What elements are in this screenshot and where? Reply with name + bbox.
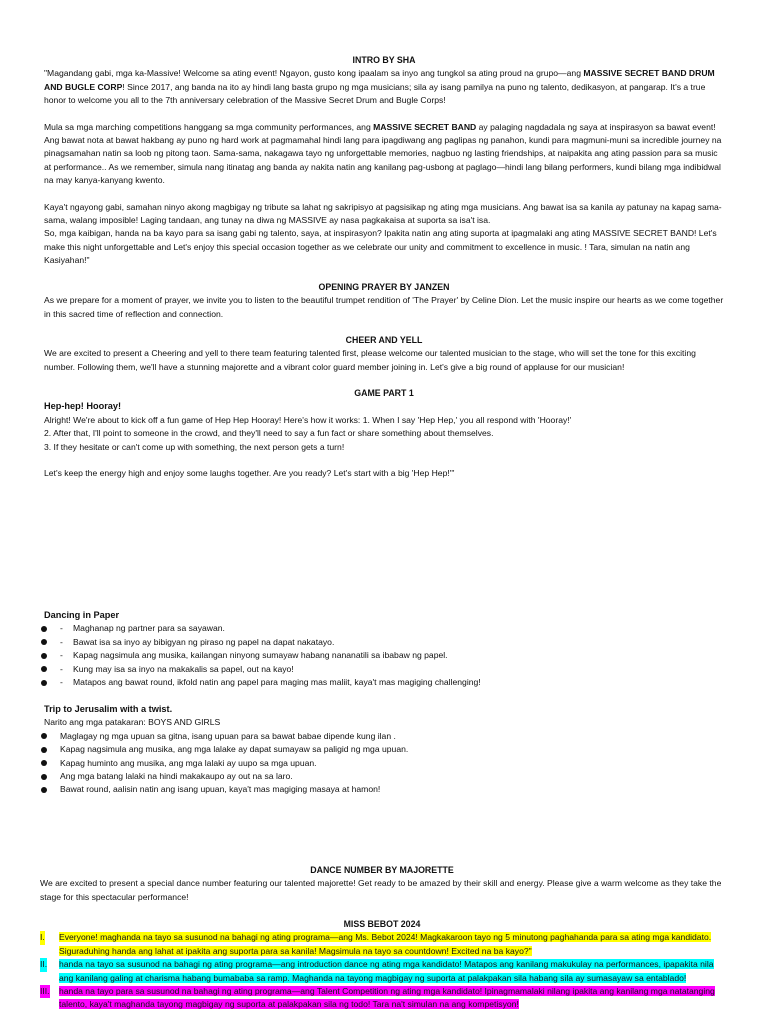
game-line-4: Let's keep the energy high and enjoy some laughs together. Are you ready? Let's start with a big 'Hep Hep!'" <box>44 468 455 479</box>
game-heading: GAME PART 1 <box>354 388 414 398</box>
list-item: - Kung may isa sa inyo na makakalis sa papel, out na kayo! <box>41 663 724 676</box>
list-item: Maglagay ng mga upuan sa gitna, isang upuan para sa bawat babae dipende kung ilan . <box>41 730 724 743</box>
prayer-text: As we prepare for a moment of prayer, we invite you to listen to the beautiful trumpet rendition of 'The Prayer' by Celine Dion. Let the music inspire our hearts as we come together in this sacred time of reflection and connection. <box>44 295 724 319</box>
cheer-section <box>44 334 724 374</box>
list-item: Kapag nagsimula ang musika, ang mga lalake ay dapat sumayaw sa paligid ng mga upuan. <box>41 743 724 756</box>
trip-subtitle: Narito ang mga patakaran: BOYS AND GIRLS <box>44 717 221 728</box>
list-item: - Bawat isa sa inyo ay bibigyan ng piraso ng papel na dapat nakatayo. <box>41 636 724 649</box>
miss-bebot-section <box>40 918 724 1012</box>
game-part-1-section <box>44 387 724 480</box>
dancing-title: Dancing in Paper <box>44 610 120 620</box>
trip-to-jerusalim-section <box>44 703 724 797</box>
hep-hooray-title: Hep-hep! Hooray! <box>44 401 122 412</box>
list-item: Kapag huminto ang musika, ang mga lalaki ay uupo sa mga upuan. <box>41 757 724 770</box>
list-item: - Maghanap ng partner para sa sayawan. <box>41 622 724 635</box>
intro-heading: INTRO BY SHA <box>352 55 416 65</box>
trip-title: Trip to Jerusalim with a twist. <box>44 704 173 714</box>
band-name-bold: MASSIVE SECRET BAND DRUM AND BUGLE CORP <box>44 68 715 92</box>
list-item: - Kapag nagsimula ang musika, kailangan ninyong sumayaw habang nananatili sa ibabaw ng papel. <box>41 649 724 662</box>
majorette-text: We are excited to present a special dance number featuring our talented majorette! Get ready to be amazed by their skill and energy. Please give a warm welcome as they take the stage for this spectacular performance! <box>40 878 722 902</box>
dancing-in-paper-section <box>44 609 724 689</box>
list-item: III. handa na tayo para sa susunod na bahagi ng ating programa—ang Talent Competition ng ating mga kandidato! Ipinagmamalaki nilang ipakita ang kanilang mga natatanging talento, kaya't maghanda tayong magbigay ng suporta at palakpakan sila ng todo! Tara na't simulan na ang kompetisyon! <box>40 986 715 1010</box>
intro-section <box>44 54 724 268</box>
majorette-heading: DANCE NUMBER BY MAJORETTE <box>310 865 454 875</box>
bebot-program-list <box>40 931 724 1011</box>
cheer-text: We are excited to present a Cheering and yell to there team featuring talented first, please welcome our talented musician to the stage, who will set the tone for this exciting number. Following them, we'll have a stunning majorette and a vibrant color guard member joining in. Let's give a big round of applause for our musician! <box>44 348 696 372</box>
prayer-section <box>44 281 724 321</box>
prayer-heading: OPENING PRAYER BY JANZEN <box>318 282 450 292</box>
list-item: II. handa na tayo sa susunod na bahagi ng ating programa—ang introduction dance ng ating mga kandidato! Matapos ang kanilang makukulay na performances, ipapakita nila ang kanilang galing at charisma habang bumababa sa ramp. Maghanda na tayong magbigay ng suporta at palakpakan sila habang sila ay sumasayaw sa entablado! <box>40 959 714 983</box>
list-item: Ang mga batang lalaki na hindi makakaupo ay out na sa laro. <box>41 770 724 783</box>
band-name-bold-2: MASSIVE SECRET BAND <box>373 121 477 132</box>
intro-paragraph-3: Kaya't ngayong gabi, samahan ninyo akong magbigay ng tribute sa lahat ng sakripisyo at pagsisikap ng ating mga musicians. Ang bawat isa sa kanila ay patunay na kapag sama-sama, walang imposible! Laging tandaan, ang tunay na diwa ng MASSIVE ay nasa pagkakaisa at suporta sa isa't isa. <box>44 201 722 226</box>
intro-paragraph-2: Mula sa mga marching competitions hanggang sa mga community performances, ang MASSIVE SECRET BAND ay palaging nagdadala ng saya at inspirasyon sa bawat event! Ang bawat nota at bawat hakbang ay puno ng hard work at pagmamahal hindi lang para ipagdiwang ang paglipas ng panahon, kundi para magmuni-muni sa incredible journey na pinagsamahan natin sa loob ng pitong taon. Sama-sama, nakagawa tayo ng unforgettable memories, nagbuo ng lasting friendships, at naipakita ang ating passion para sa music at performance.. As we remember, simula nang itinatag ang banda ay nakita natin ang kanilang pag-usbong at paglago—hindi lang bilang performers, kundi bilang mga indibidwal na may kanya-kanyang kwento. <box>44 121 722 186</box>
list-item: I. Everyone! maghanda na tayo sa susunod na bahagi ng ating programa—ang Ms. Bebot 2024! Magkakaroon tayo ng 5 minutong paghahanda para sa ating mga kandidato. Siguraduhing handa ang lahat at ipakita ang suporta para sa kanila! Magsimula na tayo sa countdown! Excited na ba kayo?" <box>40 932 712 956</box>
game-line-2: 2. After that, I'll point to someone in the crowd, and they'll need to say a fun fact or share something about themselves. <box>44 428 494 439</box>
intro-paragraph-1: "Magandang gabi, mga ka-Massive! Welcome sa ating event! Ngayon, gusto kong ipaalam sa inyo ang tungkol sa ating proud na grupo—ang MASSIVE SECRET BAND DRUM AND BUGLE CORP! Since 2017, ang banda na ito ay hindi lang basta grupo ng mga musicians; sila ay isang pamilya na puno ng talento, dedikasyon, at pangarap. It's a true honor to welcome you all to the 7th anniversary celebration of the Massive Secret Drum and Bugle Corps! <box>44 68 715 106</box>
majorette-section <box>40 864 724 904</box>
game-line-3: 3. If they hesitate or can't come up with something, the next person gets a turn! <box>44 441 345 452</box>
list-item: Bawat round, aalisin natin ang isang upuan, kaya't mas magiging masaya at hamon! <box>41 783 724 796</box>
trip-rules-list <box>41 730 724 797</box>
list-item: - Matapos ang bawat round, ikfold natin ang papel para maging mas maliit, kaya't mas magiging challenging! <box>41 676 724 689</box>
dancing-rules-list <box>41 622 724 689</box>
cheer-heading: CHEER AND YELL <box>345 335 423 345</box>
intro-paragraph-4: So, mga kaibigan, handa na ba kayo para sa isang gabi ng talento, saya, at inspirasyon? Ipakita natin ang ating suporta at ipagmalaki ang ating MASSIVE SECRET BAND! Let's make this night unforgettable and Let's enjoy this special occasion together as we celebrate our unity and commitment to excellence in music. ! Tara, simulan na natin ang Kasiyahan!" <box>44 228 717 266</box>
bebot-heading: MISS BEBOT 2024 <box>343 919 421 929</box>
game-line-1: Alright! We're about to kick off a fun game of Hep Hep Hooray! Here's how it works: 1. When I say 'Hep Hep,' you all respond with 'Hooray!' <box>44 414 572 425</box>
